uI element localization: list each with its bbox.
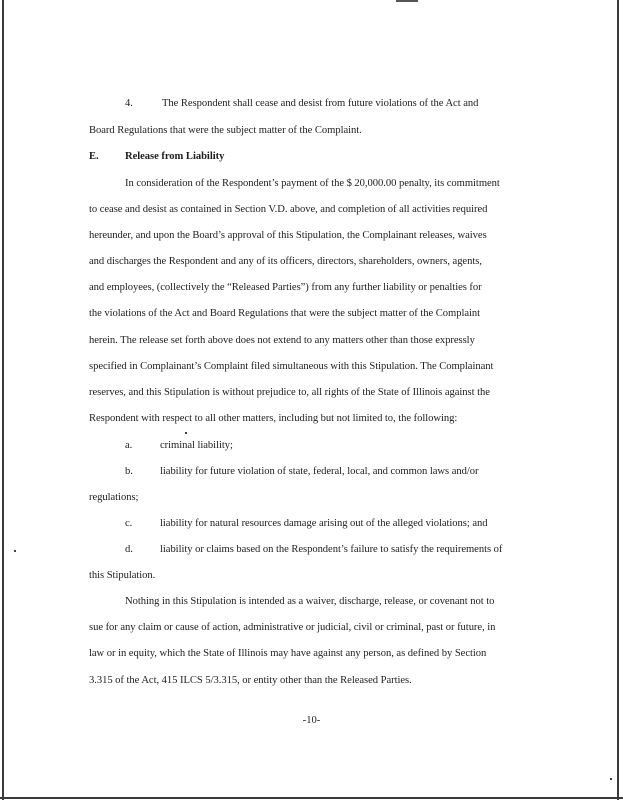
paragraph1-line: reserves, and this Stipulation is without prejudice to, all rights of the State of Illinois against the	[89, 387, 490, 398]
scan-speck	[185, 432, 187, 434]
scan-edge-right	[617, 0, 619, 800]
paragraph1-line: and employees, (collectively the “Released Parties”) from any further liability or penalties for	[89, 282, 482, 293]
section-e-title: Release from Liability	[125, 151, 225, 162]
paragraph1-line: specified in Complainant’s Complaint filed simultaneous with this Stipulation. The Complainant	[89, 361, 494, 372]
paragraph2-line: law or in equity, which the State of Illinois may have against any person, as defined by Section	[89, 648, 487, 659]
paragraph1-line: to cease and desist as contained in Section V.D. above, and completion of all activities required	[89, 204, 488, 215]
paragraph1-line: Respondent with respect to all other matters, including but not limited to, the following:	[89, 413, 458, 424]
paragraph1-line: the violations of the Act and Board Regulations that were the subject matter of the Complaint	[89, 308, 481, 319]
subitem-c-text: liability for natural resources damage arising out of the alleged violations; and	[160, 518, 488, 529]
subitem-b-label: b.	[125, 466, 133, 477]
subitem-a-text: criminal liability;	[160, 440, 233, 451]
paragraph1-line: hereunder, and upon the Board’s approval of this Stipulation, the Complainant releases, waives	[89, 230, 487, 241]
paragraph1-line: herein. The release set forth above does not extend to any matters other than those expressly	[89, 335, 475, 346]
subitem-d-label: d.	[125, 544, 133, 555]
paragraph2-line: 3.315 of the Act, 415 ILCS 5/3.315, or entity other than the Released Parties.	[89, 675, 412, 686]
item-4-text-line1: The Respondent shall cease and desist from future violations of the Act and	[162, 98, 479, 109]
subitem-d-continuation: this Stipulation.	[89, 570, 156, 581]
scan-speck	[610, 778, 612, 780]
scan-mark-top	[396, 0, 418, 2]
item-4-text-line2: Board Regulations that were the subject matter of the Complaint.	[89, 125, 362, 136]
subitem-a-label: a.	[125, 440, 133, 451]
scan-speck	[14, 550, 16, 552]
subitem-d-text: liability or claims based on the Respondent’s failure to satisfy the requirements of	[160, 544, 503, 555]
paragraph1-line: and discharges the Respondent and any of its officers, directors, shareholders, owners, agents,	[89, 256, 482, 267]
paragraph2-line: sue for any claim or cause of action, administrative or judicial, civil or criminal, past or future, in	[89, 622, 496, 633]
subitem-b-text: liability for future violation of state, federal, local, and common laws and/or	[160, 466, 479, 477]
paragraph1-line: In consideration of the Respondent’s payment of the $ 20,000.00 penalty, its commitment	[125, 178, 500, 189]
scan-edge-left	[2, 0, 4, 800]
section-e-label: E.	[89, 151, 99, 162]
item-4-number: 4.	[125, 98, 133, 109]
scan-edge-bottom	[0, 797, 623, 799]
paragraph2-line: Nothing in this Stipulation is intended as a waiver, discharge, release, or covenant not to	[125, 596, 495, 607]
subitem-c-label: c.	[125, 518, 133, 529]
subitem-b-continuation: regulations;	[89, 492, 139, 503]
page-number: -10-	[302, 715, 321, 726]
